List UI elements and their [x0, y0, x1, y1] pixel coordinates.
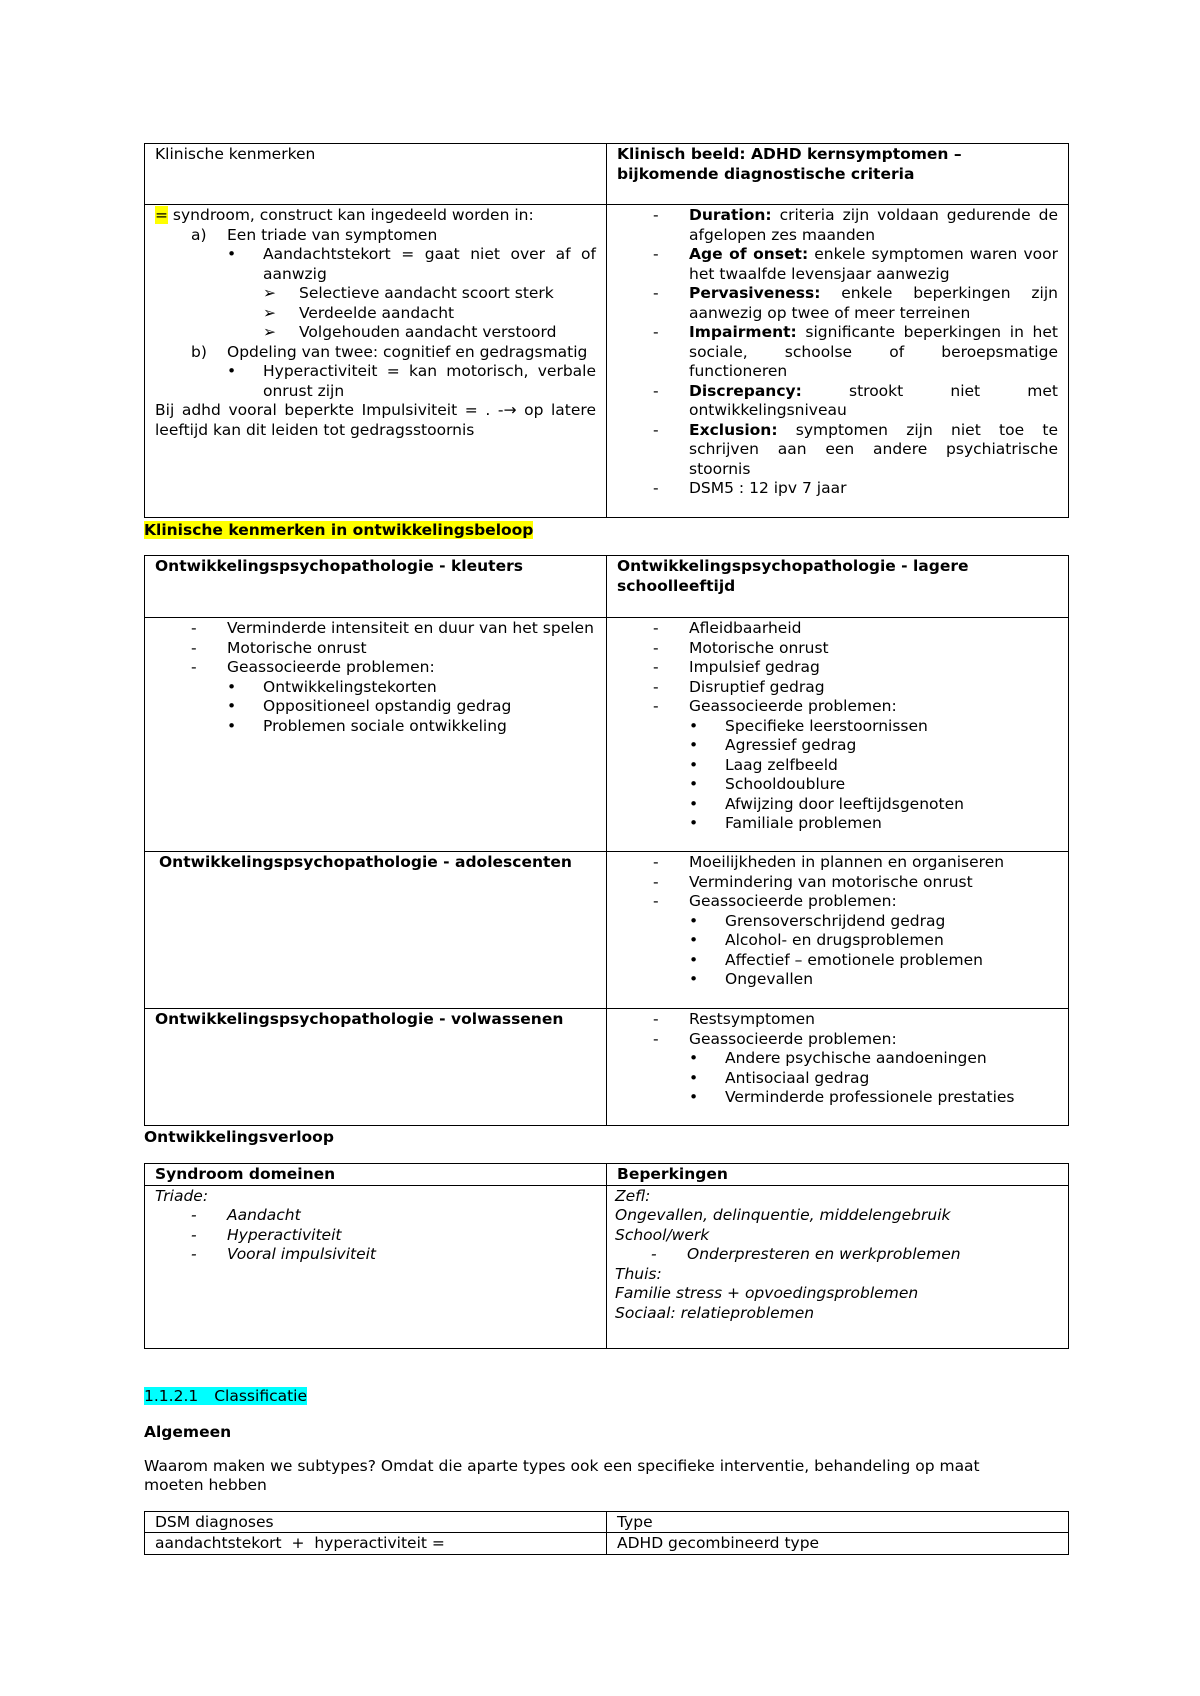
dash-marker: -: [653, 420, 659, 439]
list-item: Vermindering van motorische onrust: [689, 872, 973, 891]
list-item: Aandachtstekort = gaat niet over af of aanwzig: [263, 245, 596, 283]
list-item: Moeilijkheden in plannen en organiseren: [689, 853, 1005, 871]
list-item: Motorische onrust: [227, 638, 367, 657]
table-row: [145, 205, 1069, 518]
list-item: [689, 479, 1058, 499]
list-item: [689, 421, 1058, 480]
bullet-icon: •: [689, 931, 699, 949]
list-item: Onderpresteren en werkproblemen: [687, 1245, 961, 1263]
dash-marker: -: [653, 206, 659, 224]
list-item: Disruptief gedrag: [689, 677, 825, 696]
list-item: Hyperactiviteit = kan motorisch, verbale onrust zijn: [263, 362, 596, 400]
criterion-term: Duration:: [689, 206, 772, 224]
dash-marker: -: [653, 619, 659, 637]
table-row: [145, 1533, 1069, 1555]
list-item: Agressief gedrag: [725, 736, 857, 754]
arrow-icon: →: [503, 401, 517, 419]
syndrome-domains-table: [144, 1163, 1069, 1349]
document-page: [144, 143, 1068, 1555]
text-line: Thuis:: [615, 1264, 662, 1283]
dash-marker: -: [653, 381, 659, 400]
dsm-diagnoses-table: [144, 1511, 1069, 1555]
dash-marker: -: [653, 677, 659, 696]
list-item: Verminderde professionele prestaties: [725, 1088, 1015, 1106]
bullet-icon: •: [689, 755, 699, 774]
bullet-icon: •: [227, 362, 237, 380]
paragraph: [155, 401, 596, 440]
adolescenten-cell: [607, 852, 1069, 1009]
criterion-text: criteria zijn voldaan gedurende de afgelopen zes maanden: [689, 206, 1058, 244]
table-header-cell: Type: [607, 1511, 1069, 1533]
heading-highlight: [144, 1387, 307, 1405]
dash-marker: -: [191, 658, 197, 676]
table-header-cell: Beperkingen: [607, 1164, 1069, 1186]
table-header-cell: Klinische kenmerken: [145, 144, 607, 205]
table-header-cell: Klinisch beeld: ADHD kernsymptomen – bijkomende diagnostische criteria: [607, 144, 1069, 205]
table-row: [145, 1511, 1069, 1533]
clinical-features-table: [144, 143, 1069, 518]
list-item: Grensoverschrijdend gedrag: [725, 911, 946, 930]
list-item: Impulsief gedrag: [689, 658, 820, 676]
list-item: Geassocieerde problemen:: [227, 658, 435, 676]
arrow-bullet-icon: ➢: [263, 303, 276, 322]
table-row: [145, 556, 1069, 618]
table-row: [145, 1164, 1069, 1186]
section-heading: Ontwikkelingsverloop: [144, 1128, 334, 1146]
list-item: Geassocieerde problemen:: [689, 1029, 897, 1048]
bullet-icon: •: [689, 716, 699, 735]
dash-marker: -: [191, 619, 197, 637]
table-header-cell: Syndroom domeinen: [145, 1164, 607, 1186]
table-cell: aandachtstekort + hyperactiviteit =: [145, 1533, 607, 1555]
text-line: School/werk: [615, 1225, 710, 1244]
text-line: syndroom, construct kan ingedeeld worden in:: [168, 206, 534, 224]
list-item: [689, 382, 1058, 421]
list-item: Ontwikkelingstekorten: [263, 677, 437, 696]
dash-marker: -: [653, 697, 659, 715]
bullet-icon: •: [689, 911, 699, 930]
table-header-cell: Ontwikkelingspsychopathologie - volwassenen: [145, 1009, 607, 1126]
text-span: op latere leeftijd kan dit leiden tot gedragsstoornis: [155, 401, 596, 439]
list-item: Ongevallen: [725, 970, 814, 988]
limitations-cell: [607, 1185, 1069, 1348]
table-cell: ADHD gecombineerd type: [607, 1533, 1069, 1555]
table-row: [145, 618, 1069, 852]
criterion-term: Discrepancy:: [689, 381, 802, 400]
list-item: [689, 206, 1058, 245]
list-item: Affectief – emotionele problemen: [725, 950, 983, 969]
list-item: Schooldoublure: [725, 775, 846, 793]
dash-marker: -: [653, 1010, 659, 1028]
dash-marker: -: [653, 892, 659, 910]
criterion-text: significante beperkingen in het sociale, schoolse of beroepsmatige functioneren: [689, 323, 1058, 380]
list-item: Geassocieerde problemen:: [689, 892, 897, 910]
table-header-cell: DSM diagnoses: [145, 1511, 607, 1533]
table-row: [145, 1009, 1069, 1126]
highlight-mark: =: [155, 206, 168, 224]
criterion-term: Age of onset:: [689, 245, 809, 263]
table-row: [145, 852, 1069, 1009]
dash-marker: -: [191, 1245, 197, 1263]
dash-marker: -: [653, 1029, 659, 1048]
bullet-icon: •: [689, 950, 699, 969]
dash-marker: -: [653, 323, 659, 341]
dash-marker: -: [653, 245, 659, 263]
dash-marker: -: [651, 1245, 657, 1263]
bullet-icon: •: [689, 1088, 699, 1106]
bullet-icon: •: [689, 775, 699, 793]
heading-title: Classificatie: [214, 1386, 308, 1405]
criterion-text: DSM5 : 12 ipv 7 jaar: [689, 479, 847, 497]
criteria-cell: [607, 205, 1069, 518]
dash-marker: -: [191, 638, 197, 657]
section-number-heading: [144, 1385, 1068, 1407]
kleuters-cell: [145, 618, 607, 852]
list-item: Aandacht: [227, 1206, 301, 1224]
subheading: Algemeen: [144, 1422, 232, 1441]
dash-marker: -: [653, 872, 659, 891]
table-row: [145, 1185, 1069, 1348]
list-item: [689, 245, 1058, 284]
list-letter: b): [191, 342, 207, 361]
list-item: Volgehouden aandacht verstoord: [299, 323, 557, 341]
bullet-icon: •: [689, 970, 699, 988]
list-item: Een triade van symptomen: [227, 225, 438, 244]
criterion-term: Impairment:: [689, 323, 797, 341]
text-line: Triade:: [155, 1186, 209, 1205]
bullet-icon: •: [227, 677, 237, 696]
criterion-text: symptomen zijn niet toe te schrijven aan een andere psychiatrische stoornis: [689, 420, 1058, 478]
list-item: Laag zelfbeeld: [725, 755, 838, 774]
heading-number: 1.1.2.1: [144, 1386, 199, 1405]
bullet-icon: •: [689, 736, 699, 754]
list-item: Afleidbaarheid: [689, 619, 802, 637]
list-item: Motorische onrust: [689, 638, 829, 657]
table-header-cell: Ontwikkelingspsychopathologie - kleuters: [145, 556, 607, 618]
dash-marker: -: [653, 284, 659, 302]
list-item: Vooral impulsiviteit: [227, 1245, 376, 1263]
list-letter: a): [191, 225, 207, 244]
list-item: Alcohol- en drugsproblemen: [725, 931, 944, 949]
list-item: Antisociaal gedrag: [725, 1068, 870, 1087]
arrow-bullet-icon: ➢: [263, 284, 276, 302]
lagere-school-cell: [607, 618, 1069, 852]
list-item: Selectieve aandacht scoort sterk: [299, 284, 554, 302]
list-item: [689, 323, 1058, 382]
bullet-icon: •: [689, 1049, 699, 1067]
list-item: Oppositioneel opstandig gedrag: [263, 697, 512, 715]
text-span: Bij adhd vooral beperkte Impulsiviteit = . -: [155, 401, 504, 419]
list-item: Andere psychische aandoeningen: [725, 1049, 987, 1067]
criterion-text: enkele symptomen waren voor het twaalfde levensjaar aanwezig: [689, 245, 1058, 283]
section-heading-text: Klinische kenmerken in ontwikkelingsbeloop: [144, 521, 534, 539]
list-item: Verminderde intensiteit en duur van het spelen: [227, 619, 594, 637]
dash-marker: -: [191, 1206, 197, 1224]
text-line: Zefl:: [615, 1186, 651, 1205]
section-heading: [144, 519, 1068, 541]
list-item: [689, 284, 1058, 323]
text-line: Familie stress + opvoedingsproblemen: [615, 1284, 919, 1302]
bullet-icon: •: [227, 697, 237, 715]
dash-marker: -: [653, 658, 659, 676]
dash-marker: -: [653, 638, 659, 657]
criterion-text: enkele beperkingen zijn aanwezig op twee of meer terreinen: [689, 284, 1058, 322]
dash-marker: -: [191, 1225, 197, 1244]
criterion-text: strookt niet met ontwikkelingsniveau: [689, 381, 1058, 419]
table-row: [145, 144, 1069, 205]
list-item: Hyperactiviteit: [227, 1225, 342, 1244]
list-item: Verdeelde aandacht: [299, 303, 455, 322]
development-psychopathology-table: [144, 555, 1069, 1126]
list-item: Geassocieerde problemen:: [689, 697, 897, 715]
syndrome-domains-cell: [145, 1185, 607, 1348]
list-item: Familiale problemen: [725, 814, 882, 832]
list-item: Problemen sociale ontwikkeling: [263, 716, 507, 735]
list-item: Afwijzing door leeftijdsgenoten: [725, 794, 964, 813]
criterion-term: Exclusion:: [689, 420, 778, 439]
bullet-icon: •: [689, 794, 699, 813]
list-item: Restsymptomen: [689, 1010, 815, 1028]
criterion-term: Pervasiveness:: [689, 284, 821, 302]
bullet-icon: •: [227, 245, 237, 263]
arrow-bullet-icon: ➢: [263, 323, 276, 341]
text-line: Sociaal: relatieproblemen: [615, 1303, 815, 1322]
paragraph: Waarom maken we subtypes? Omdat die aparte types ook een specifieke interventie, behandeling op maat moeten hebben: [144, 1456, 980, 1494]
table-header-cell: Ontwikkelingspsychopathologie - lagere schoolleeftijd: [607, 556, 1069, 618]
text-line: Ongevallen, delinquentie, middelengebruik: [615, 1206, 951, 1224]
dash-marker: -: [653, 853, 659, 871]
bullet-icon: •: [227, 716, 237, 735]
list-item: Specifieke leerstoornissen: [725, 716, 928, 735]
dash-marker: -: [653, 479, 659, 497]
clinical-features-cell: [145, 205, 607, 518]
list-item: Opdeling van twee: cognitief en gedragsmatig: [227, 342, 588, 361]
bullet-icon: •: [689, 1068, 699, 1087]
bullet-icon: •: [689, 814, 699, 832]
volwassenen-cell: [607, 1009, 1069, 1126]
table-header-cell: Ontwikkelingspsychopathologie - adolescenten: [145, 852, 607, 1009]
